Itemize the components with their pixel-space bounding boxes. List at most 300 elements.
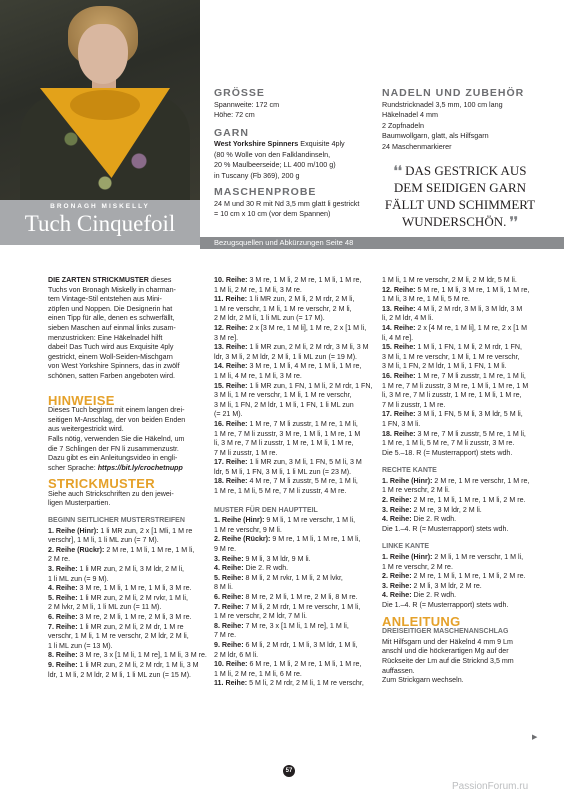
row-text: 1 M li, 2 M re, 1 M li, 3 M re. — [214, 285, 302, 294]
row-text: 3 M li, 1 M re verschr, 1 M li, 1 M re verschr, — [382, 352, 520, 361]
instruction-line — [382, 477, 547, 487]
row-text: 2 M lvkr, 2 M li, 1 li ML zun (= 11 M). — [48, 603, 162, 612]
row-text: 5 M re, 1 M li, 3 M re, 1 M li, 1 M re, — [415, 285, 530, 294]
instruction-line — [48, 671, 208, 681]
row-label: 12. Reihe: — [214, 323, 248, 332]
instruction-line — [214, 535, 379, 545]
row-label: 8. Reihe: — [48, 651, 78, 660]
strickmuster-heading: STRICKMUSTER — [48, 476, 155, 492]
instruction-line — [382, 449, 547, 459]
row-label: 13. Reihe: — [214, 343, 248, 352]
row-label: 7. Reihe: — [48, 622, 78, 631]
column2-rows — [214, 276, 379, 497]
row-label: 4. Reihe: — [214, 564, 244, 573]
row-label: 6. Reihe: — [48, 613, 78, 621]
row-label: 4. Reihe: — [382, 515, 412, 524]
anleitung-heading: ANLEITUNG — [382, 613, 461, 629]
designer-name: BRONAGH MISKELLY — [50, 203, 150, 210]
info-column-right — [382, 88, 557, 152]
row-text: 8 M re, 2 M li, 1 M re, 2 M li, 8 M re. — [243, 593, 358, 601]
row-text: 2 M re, 3 M ldr, 2 M li. — [411, 505, 482, 514]
row-text: Die 1.–4. R (= Musterrapport) stets wdh. — [382, 601, 509, 609]
row-text: Die 2. R wdh. — [411, 591, 457, 600]
video-link[interactable]: https://bit.ly/crochetnupp — [97, 463, 183, 472]
watermark: PassionForum.ru — [452, 781, 529, 792]
row-label: 2. Reihe (Rückr): — [214, 535, 271, 544]
groesse-line: Spannweite: 172 cm — [214, 99, 280, 109]
row-label: 14. Reihe: — [214, 362, 248, 371]
row-text: 3 M re, 1 M li, 2 M re, 1 M li, 1 M re, — [247, 276, 362, 284]
rechte-heading: RECHTE KANTE — [382, 467, 437, 475]
row-label: 7. Reihe: — [214, 602, 244, 611]
row-label: 15. Reihe: — [214, 381, 248, 390]
row-text: 1 M re, 7 M li zusstr, 1 M re, 1 M li, — [247, 419, 358, 428]
row-text: Die 2. R wdh. — [411, 515, 457, 524]
quote-open-icon: ❛❛ — [393, 163, 402, 178]
row-text: 1 li MR zun, 2 M li, 2 M dr, 1 M re — [77, 622, 184, 631]
row-text: 3 M re, 1 M li, 4 M re, 1 M li, 1 M re, — [247, 362, 362, 371]
row-label: 10. Reihe: — [214, 660, 248, 669]
instruction-line — [382, 353, 547, 363]
photo-shawl-fold — [70, 90, 140, 120]
instruction-line — [48, 555, 208, 565]
row-text: 3 M re, 7 M li zusstr, 5 M re, 1 M li, — [415, 429, 526, 438]
instruction-line — [214, 430, 379, 440]
row-text: 3 M li, 1 FN, 2 M ldr, 1 M li, 1 FN, 1 M li. — [382, 362, 507, 371]
page-number: 57 — [283, 765, 295, 777]
nadeln-line: 2 Zopfnadeln — [382, 120, 424, 130]
row-text: 7 M re, 3 x [1 M li, 1 M re], 1 M li, — [243, 621, 349, 630]
row-label: 2. Reihe: — [382, 572, 412, 581]
row-text: verschr, 1 M li, 1 M re verschr, 2 M ldr, 2 M li, — [48, 632, 189, 641]
instruction-line — [382, 430, 547, 440]
instruction-line — [382, 515, 547, 525]
row-text: verschr], 1 M li, 1 li ML zun (= 7 M). — [48, 536, 159, 545]
nadeln-line: Baumwollgarn, glatt, als Hilfsgarn — [382, 131, 489, 140]
nadeln-line: Häkelnadel 4 mm — [382, 110, 438, 119]
continue-arrow-icon: ▶ — [532, 734, 538, 741]
row-text: li, 3 M re, 7 M li zusstr, 1 M re, 1 M li, 1 M re, — [214, 439, 354, 448]
intro-lead: DIE ZARTEN STRICKMUSTER — [48, 276, 149, 284]
groesse-heading: GRÖSSE — [214, 87, 265, 99]
linke-heading: LINKE KANTE — [382, 543, 430, 551]
row-text: 4 M re, 7 M li zusstr, 5 M re, 1 M li, — [247, 477, 358, 486]
groesse-line: Höhe: 72 cm — [214, 110, 255, 119]
row-label: 14. Reihe: — [382, 323, 416, 332]
instruction-line — [382, 420, 547, 430]
row-text: 1 li MR zun, 2 x [1 Mli, 1 M re — [98, 526, 193, 535]
instruction-line — [214, 612, 379, 622]
nadeln-heading: NADELN UND ZUBEHÖR — [382, 87, 525, 99]
instruction-line — [214, 487, 379, 497]
row-text: 3 M re, 2 M li, 1 M re, 2 M li, 3 M re. — [77, 613, 192, 621]
anschlag-line: auffassen. — [382, 666, 415, 675]
row-text: 8 M li. — [214, 583, 233, 592]
row-text: 1 M li, 1 M re verschr, 2 M li, 2 M ldr, 5 M li. — [382, 276, 517, 284]
row-text: 7 M li, 2 M rdr, 1 M re verschr, 1 M li, — [243, 602, 361, 611]
instruction-line — [382, 343, 547, 353]
intro-line: zöpfen und Noppen. Die Designerin hat — [48, 304, 173, 313]
row-text: 1 M li, 2 M re, 1 M li, 6 M re. — [214, 669, 302, 678]
instruction-line — [214, 286, 379, 296]
instruction-line — [214, 679, 379, 689]
row-text: 1 M re, 1 M li, 5 M re, 7 M li zusstr, 3 M re. — [382, 439, 515, 448]
row-label: 5. Reihe: — [214, 573, 244, 582]
row-text: 6 M li, 2 M rdr, 1 M li, 3 M ldr, 1 M li, — [243, 640, 358, 649]
row-text: Die 2. R wdh. — [243, 564, 289, 573]
instruction-line — [48, 546, 208, 556]
row-text: 1 M re, 1 M li, 5 M re, 7 M li zusstr, 4 M re. — [214, 487, 347, 496]
instruction-line — [48, 584, 208, 594]
instruction-line — [214, 410, 379, 420]
instruction-line — [382, 525, 547, 535]
row-label: 4. Reihe: — [48, 584, 78, 593]
intro-line: dabei! Das Tuch wird aus Exquisite 4ply — [48, 343, 174, 352]
row-text: 1 li MR zun, 2 M li, 2 M rdr, 3 M li, 3 M — [247, 343, 369, 352]
hinweise-line: Dieses Tuch beginnt mit einem langen drei- — [48, 406, 185, 415]
garn-brand: West Yorkshire Spinners — [214, 139, 299, 148]
anschlag-heading: DREISEITIGER MASCHENANSCHLAG — [382, 628, 509, 636]
instruction-line — [214, 555, 379, 565]
instruction-line — [382, 382, 547, 392]
row-text: li, 2 M ldr, 4 M li. — [382, 314, 434, 323]
maschenprobe-heading: MASCHENPROBE — [214, 186, 317, 198]
row-text: 1 li MR zun, 1 FN, 1 M li, 2 M rdr, 1 FN, — [247, 381, 373, 390]
instruction-line — [214, 362, 379, 372]
instruction-line — [214, 343, 379, 353]
row-text: 1 M re, 7 M li zusstr, 3 M re, 1 M li, 1 M re, 1 M — [214, 429, 361, 438]
row-label: 4. Reihe: — [382, 591, 412, 600]
instruction-line — [214, 305, 379, 315]
instruction-line — [214, 583, 379, 593]
intro-line: sieben Maschen auf einmal links zusam- — [48, 323, 176, 332]
row-text: 3 M li, 1 FN, 5 M li, 3 M ldr, 5 M li, — [415, 410, 523, 419]
row-label: 3. Reihe: — [382, 505, 412, 514]
intro-line: menzustricken: Eine Häkelnadel hilft — [48, 333, 163, 342]
row-text: 5 M li, 2 M rdr, 2 M li, 1 M re verschr, — [247, 679, 364, 688]
row-text: 1 li ML zun (= 13 M). — [48, 641, 113, 650]
instruction-line — [48, 575, 208, 585]
quote-text: DAS GESTRICK AUS DEM SEIDIGEN GARN FÄLLT UND SCHIMMERT WUNDERSCHÖN. — [384, 163, 536, 229]
row-text: 3 M li, 1 FN, 2 M ldr, 1 M li, 1 FN, 1 li ML zun — [214, 400, 354, 409]
row-text: ldr, 5 M li, 1 FN, 3 M li, 1 li ML zun (= 23 M). — [214, 467, 352, 476]
instruction-line — [48, 613, 208, 623]
row-text: ldr, 1 M li, 2 M ldr, 2 M li, 1 li ML zun (= 15 M). — [48, 670, 192, 679]
row-label: 13. Reihe: — [382, 304, 416, 313]
row-label: 1. Reihe (Hinr): — [48, 526, 99, 535]
row-text: ldr, 3 M li, 2 M ldr, 2 M li, 1 li ML zun (= 19 M). — [214, 352, 358, 361]
row-label: 3. Reihe: — [214, 554, 244, 563]
row-label: 5. Reihe: — [48, 593, 78, 602]
instruction-line — [214, 468, 379, 478]
row-text: Die 5.–18. R (= Musterrapport) stets wdh. — [382, 448, 513, 457]
photo-face — [78, 24, 128, 84]
instruction-line — [214, 670, 379, 680]
instruction-line — [214, 651, 379, 661]
instruction-line — [214, 295, 379, 305]
maschenprobe-line: 24 M und 30 R mit Nd 3,5 mm glatt li gestrickt — [214, 198, 360, 208]
instruction-line — [382, 276, 547, 286]
instruction-line — [382, 506, 547, 516]
reference-text: Bezugsquellen und Abkürzungen Seite 48 — [214, 238, 354, 247]
row-label: 1. Reihe (Hinr): — [214, 516, 265, 525]
row-text: 1 M re verschr, 2 M re. — [382, 562, 453, 571]
row-label: 8. Reihe: — [214, 621, 244, 630]
maschenprobe-line: = 10 cm x 10 cm (vor dem Spannen) — [214, 209, 331, 218]
row-text: 1 li MR zun, 2 M li, 2 M rdr, 2 M li, — [247, 295, 355, 304]
anschlag-line: Zum Strickgarn wechseln. — [382, 676, 464, 685]
instruction-line — [48, 565, 208, 575]
row-text: 1 M re, 7 M li zusstr, 1 M re, 1 M li, — [415, 371, 526, 380]
row-text: 2 M ldr, 6 M li. — [214, 650, 259, 659]
anschlag-line: Mit Hilfsgarn und der Häkelnd 4 mm 9 Lm — [382, 637, 513, 646]
row-label: 16. Reihe: — [214, 419, 248, 428]
row-text: 1 M re verschr, 1 M li, 1 M re verschr, 2 M li, — [214, 304, 352, 313]
hinweise-heading: HINWEISE — [48, 392, 115, 408]
instruction-line — [214, 276, 379, 286]
instruction-line — [48, 536, 208, 546]
instruction-line — [48, 594, 208, 604]
instruction-line — [382, 305, 547, 315]
page-title: Tuch Cinquefoil — [24, 211, 176, 236]
nadeln-line: Rundstricknadel 3,5 mm, 100 cm lang — [382, 99, 503, 109]
hinweise-line: Falls nötig, verwenden Sie die Häkelnd, um — [48, 434, 185, 443]
text-column-2 — [214, 276, 379, 689]
row-label: 1. Reihe (Hinr): — [382, 476, 433, 485]
intro-line: von West Yorkshire Spinners, das in zwölf — [48, 362, 180, 371]
hinweise-link-line — [48, 464, 208, 474]
row-text: 2 M li, 3 M ldr, 2 M re. — [411, 581, 482, 590]
instruction-line — [48, 632, 208, 642]
row-text: (= 21 M). — [214, 410, 243, 419]
instruction-line — [382, 334, 547, 344]
intro-line: dieses — [148, 276, 172, 284]
row-text: 3 M re]. — [214, 333, 239, 342]
instruction-line — [214, 564, 379, 574]
instruction-line — [214, 516, 379, 526]
row-text: 2 M re, 1 M re verschr, 1 M re, — [432, 476, 530, 485]
row-label: 6. Reihe: — [214, 593, 244, 601]
column3-rows — [382, 276, 547, 458]
strickmuster-line: ligen Musterpartien. — [48, 499, 111, 508]
row-text: 7 M li zusstr, 1 M re. — [214, 448, 278, 457]
row-text: 9 M li, 3 M ldr, 9 M li. — [243, 554, 311, 563]
anschlag-line: Rückseite der Lm auf die Stricknd 3,5 mm — [382, 656, 514, 665]
row-text: 2 M li, 1 M re verschr, 1 M li, — [432, 553, 524, 562]
row-label: 11. Reihe: — [214, 679, 248, 688]
seitlich-rows — [48, 527, 208, 681]
row-text: 2 M re. — [48, 555, 71, 564]
instruction-line — [214, 545, 379, 555]
instruction-line — [382, 324, 547, 334]
instruction-line — [382, 286, 547, 296]
garn-brand-line — [214, 139, 379, 150]
row-text: 2 M re, 1 M li, 1 M re, 1 M li, 2 M re. — [411, 572, 526, 581]
row-text: 1 M re, 7 M li zusstr, 3 M re, 1 M li, 1 M re, 1 M — [382, 381, 529, 390]
instruction-line — [48, 661, 208, 671]
instruction-line — [382, 295, 547, 305]
row-label: 15. Reihe: — [382, 343, 416, 352]
row-label: 2. Reihe: — [382, 496, 412, 505]
row-label: 12. Reihe: — [382, 285, 416, 294]
instruction-line — [214, 382, 379, 392]
row-text: 9 M re, 1 M li, 1 M re, 1 M li, — [270, 535, 361, 544]
row-label: 10. Reihe: — [214, 276, 248, 284]
row-text: 7 M li zusstr, 1 M re. — [382, 400, 446, 409]
instruction-line — [214, 401, 379, 411]
garn-line: in Tuscany (Fb 369), 200 g — [214, 170, 300, 180]
instruction-line — [48, 642, 208, 652]
row-text: 2 x [4 M re, 1 M li], 1 M re, 2 x [1 M — [415, 323, 528, 332]
row-text: 3 M li, 1 M re verschr, 1 M li, 1 M re verschr, — [214, 391, 352, 400]
row-text: 2 M re, 1 M li, 1 M re, 1 M li, — [104, 545, 195, 554]
row-label: 3. Reihe: — [48, 565, 78, 574]
rechte-rows — [382, 477, 547, 535]
instruction-line — [48, 651, 208, 661]
intro-line: Tuchs von Bronagh Miskelly in charman- — [48, 285, 176, 294]
hinweise-line: Dazu gibt es ein Anleitungsvideo in engli- — [48, 454, 178, 463]
instruction-line — [214, 324, 379, 334]
hinweise-line: seitigen M-Anschlag, der von beiden Enden — [48, 415, 186, 424]
instruction-line — [214, 660, 379, 670]
row-label: 17. Reihe: — [382, 410, 416, 419]
row-label: 9. Reihe: — [214, 640, 244, 649]
instruction-line — [382, 362, 547, 372]
seitlich-heading: BEGINN SEITLICHER MUSTERSTREIFEN — [48, 517, 185, 525]
instruction-line — [382, 601, 547, 611]
hinweise-line: aus weitergestrickt wird. — [48, 425, 124, 434]
instruction-line — [382, 401, 547, 411]
quote-close-icon: ❜❜ — [509, 214, 518, 229]
row-text: 1 M re verschr, 2 M ldr, 7 M li. — [214, 612, 308, 621]
hinweise-line: die 7 Schlingen der FN li zusammenzustr. — [48, 444, 179, 453]
row-label: 17. Reihe: — [214, 458, 248, 467]
row-text: 8 M li, 2 M rvkr, 1 M li, 2 M lvkr, — [243, 573, 343, 582]
instruction-line — [382, 572, 547, 582]
instruction-line — [214, 353, 379, 363]
row-text: 1 M re verschr, 2 M li. — [382, 486, 450, 495]
row-text: 6 M re, 1 M li, 2 M re, 1 M li, 1 M re, — [247, 660, 362, 669]
row-text: 1 M re verschr, 9 M li. — [214, 525, 282, 534]
intro-line: schönen, satten Farben angeboten wird. — [48, 371, 175, 380]
strickmuster-line: Siehe auch Strickschriften zu den jewei- — [48, 489, 174, 498]
intro-paragraph — [48, 276, 208, 286]
garn-heading: GARN — [214, 126, 249, 139]
haupt-heading: MUSTER FÜR DEN HAUPTTEIL — [214, 506, 318, 514]
garn-brand-rest: Exquisite 4ply — [298, 139, 345, 148]
row-label: 2. Reihe (Rückr): — [48, 545, 105, 554]
instruction-line — [382, 591, 547, 601]
row-text: 1 li MR zun, 2 M li, 2 M rvkr, 1 M li, — [77, 593, 188, 602]
row-label: 18. Reihe: — [214, 477, 248, 486]
instruction-line — [48, 527, 208, 537]
reference-bar — [200, 237, 564, 249]
instruction-line — [382, 372, 547, 382]
row-text: 1 FN, 3 M li. — [382, 419, 421, 428]
row-text: li, 4 M re]. — [382, 333, 414, 342]
row-label: 9. Reihe: — [48, 660, 78, 669]
instruction-line — [214, 574, 379, 584]
instruction-line — [214, 334, 379, 344]
row-text: 2 x [3 M re, 1 M li], 1 M re, 2 x [1 M li, — [247, 323, 367, 332]
anschlag-line: anschl und die höckerartigen Mg auf der — [382, 647, 509, 656]
pull-quote — [380, 162, 540, 230]
row-text: 2 M ldr, 2 M li, 1 li ML zun (= 17 M). — [214, 314, 325, 323]
instruction-line — [214, 622, 379, 632]
row-label: 11. Reihe: — [214, 295, 248, 304]
intro-line: tem Vintage-Stil entstehen aus Mini- — [48, 295, 162, 304]
hinweise-line: scher Sprache: — [48, 463, 96, 472]
instruction-line — [214, 439, 379, 449]
instruction-line — [382, 553, 547, 563]
instruction-line — [214, 603, 379, 613]
linke-rows — [382, 553, 547, 611]
instruction-line — [214, 458, 379, 468]
row-text: 9 M re. — [214, 545, 237, 554]
row-label: 3. Reihe: — [382, 581, 412, 590]
instruction-line — [214, 641, 379, 651]
hero-photo — [0, 0, 200, 200]
garn-line: (80 % Wolle von den Falklandinseln, — [214, 149, 331, 159]
row-text: 7 M re. — [214, 631, 237, 640]
row-text: 3 M re, 3 x [1 M li, 1 M re], 1 M li, 3 M re. — [77, 651, 207, 660]
row-text: li, 3 M re, 7 M li zusstr, 1 M re, 1 M li, 1 M re, — [382, 391, 522, 400]
row-text: 4 M li, 2 M rdr, 3 M li, 3 M ldr, 3 M — [415, 304, 523, 313]
instruction-line — [214, 391, 379, 401]
instruction-line — [382, 314, 547, 324]
instruction-line — [382, 439, 547, 449]
instruction-line — [48, 603, 208, 613]
instruction-line — [382, 496, 547, 506]
garn-line: 20 % Maulbeerseide; LL 400 m/100 g) — [214, 160, 336, 169]
instruction-line — [382, 486, 547, 496]
instruction-line — [214, 372, 379, 382]
row-label: 16. Reihe: — [382, 371, 416, 380]
instruction-line — [214, 593, 379, 603]
instruction-line — [214, 631, 379, 641]
row-text: 1 li ML zun (= 9 M). — [48, 574, 109, 583]
row-text: 1 M li, 4 M re, 1 M li, 3 M re. — [214, 371, 302, 380]
instruction-line — [48, 623, 208, 633]
instruction-line — [214, 420, 379, 430]
row-text: 3 M re, 1 M li, 1 M re, 1 M li, 3 M re. — [77, 584, 192, 593]
row-text: 1 li MR zun, 3 M li, 1 FN, 5 M li, 3 M — [247, 458, 362, 467]
instruction-line — [214, 314, 379, 324]
row-text: 9 M li, 1 M re verschr, 1 M li, — [264, 516, 356, 525]
text-column-3 — [382, 276, 547, 686]
haupt-rows — [214, 516, 379, 689]
info-column-left — [214, 88, 379, 220]
instruction-line — [382, 563, 547, 573]
intro-line: einen Tipp für alle, denen es schwerfällt, — [48, 314, 175, 323]
nadeln-line: 24 Maschenmarkierer — [382, 141, 452, 151]
intro-line: gestrickt, einem Woll-Seiden-Mischgarn — [48, 352, 173, 361]
instruction-line — [382, 410, 547, 420]
instruction-line — [382, 582, 547, 592]
row-text: 1 M li, 3 M re, 1 M li, 5 M re. — [382, 295, 470, 304]
row-text: 2 M re, 1 M li, 1 M re, 1 M li, 2 M re. — [411, 496, 526, 505]
instruction-line — [214, 449, 379, 459]
instruction-line — [382, 391, 547, 401]
row-label: 18. Reihe: — [382, 429, 416, 438]
row-text: 1 li MR zun, 2 M li, 2 M rdr, 1 M li, 3 M — [77, 660, 199, 669]
text-column-1 — [48, 276, 208, 680]
row-text: 1 li MR zun, 2 M li, 3 M ldr, 2 M li, — [77, 565, 185, 574]
instruction-line — [214, 477, 379, 487]
instruction-line — [214, 526, 379, 536]
row-text: Die 1.–4. R (= Musterrapport) stets wdh. — [382, 524, 509, 533]
row-label: 1. Reihe (Hinr): — [382, 553, 433, 562]
